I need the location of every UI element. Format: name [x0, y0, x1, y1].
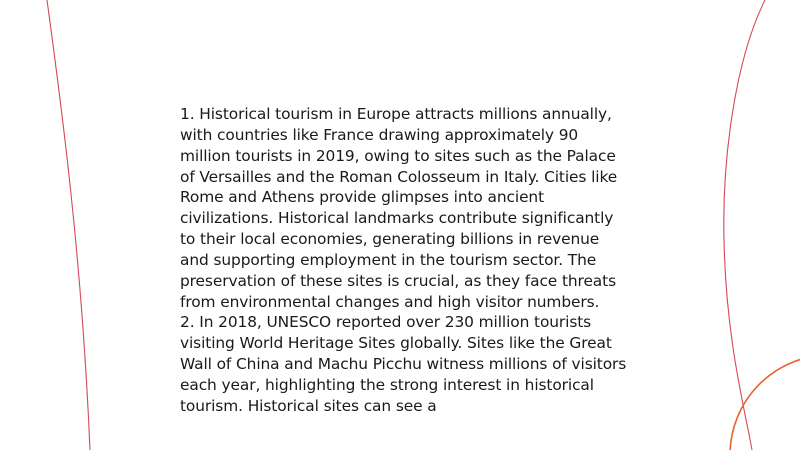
- right-decorative-curve: [724, 0, 765, 450]
- paragraph-2: 2. In 2018, UNESCO reported over 230 million tourists visiting World Heritage Sites globally. Sites like the Great Wall of China and Machu Picchu witness millions of visitors each year, highlighting the strong interest in historical tourism. Historical sites can see a: [180, 313, 627, 415]
- orange-decorative-circle: [730, 355, 800, 450]
- body-text: [180, 104, 630, 417]
- left-decorative-curve: [47, 0, 90, 450]
- paragraph-1: 1. Historical tourism in Europe attracts millions annually, with countries like France drawing approximately 90 million tourists in 2019, owing to sites such as the Palace of Versailles and the Roman Colosseum in Italy. Cities like Rome and Athens provide glimpses into ancient civilizations. Historical landmarks contribute significantly to their local economies, generating billions in revenue and supporting employment in the tourism sector. The preservation of these sites is crucial, as they face threats from environmental changes and high visitor numbers.: [180, 105, 618, 311]
